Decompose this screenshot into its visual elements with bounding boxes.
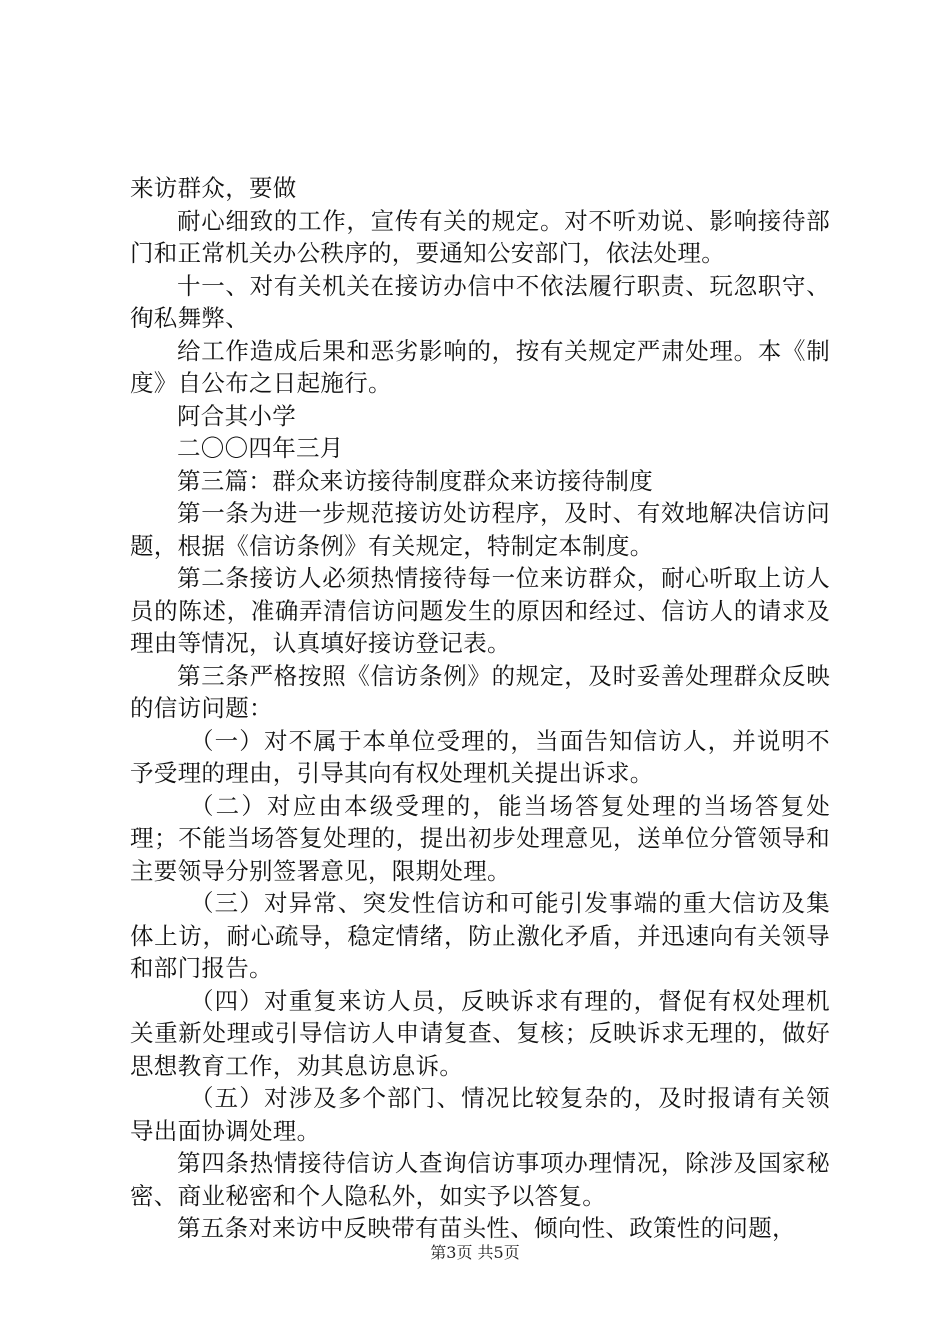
- article-3-item-4: （四）对重复来访人员，反映诉求有理的，督促有权处理机关重新处理或引导信访人申请复查、复核；反映诉求无理的，做好思想教育工作，劝其息访息诉。: [130, 986, 830, 1080]
- article-3: 第三条严格按照《信访条例》的规定，及时妥善处理群众反映的信访问题：: [130, 661, 830, 722]
- article-1: 第一条为进一步规范接访处访程序，及时、有效地解决信访问题，根据《信访条例》有关规定，特制定本制度。: [130, 499, 830, 560]
- article-3-item-1: （一）对不属于本单位受理的，当面告知信访人，并说明不予受理的理由，引导其向有权处理机关提出诉求。: [130, 726, 830, 787]
- signature-date: 二〇〇四年三月: [177, 434, 344, 462]
- article-3-item-3: （三）对异常、突发性信访和可能引发事端的重大信访及集体上访，耐心疏导，稳定情绪，防止激化矛盾，并迅速向有关领导和部门报告。: [130, 889, 830, 982]
- section-heading: 第三篇：群众来访接待制度群众来访接待制度: [177, 466, 653, 495]
- signature-organization: 阿合其小学: [177, 401, 296, 430]
- document-body: [130, 172, 830, 1245]
- page-number-footer: 第3页 共5页: [430, 1243, 520, 1262]
- article-5: 第五条对来访中反映带有苗头性、倾向性、政策性的问题，: [177, 1214, 796, 1242]
- article-4: 第四条热情接待信访人查询信访事项办理情况，除涉及国家秘密、商业秘密和个人隐私外，如实予以答复。: [130, 1149, 830, 1210]
- article-2: 第二条接访人必须热情接待每一位来访群众，耐心听取上访人员的陈述，准确弄清信访问题发生的原因和经过、信访人的请求及理由等情况，认真填好接访登记表。: [130, 564, 830, 657]
- paragraph-3: 十一、对有关机关在接访办信中不依法履行职责、玩忽职守、徇私舞弊、: [130, 271, 830, 332]
- paragraph-1: 来访群众，要做: [130, 174, 297, 202]
- paragraph-2: 耐心细致的工作，宣传有关的规定。对不听劝说、影响接待部门和正常机关办公秩序的，要通知公安部门，依法处理。: [130, 206, 830, 267]
- article-3-item-5: （五）对涉及多个部门、情况比较复杂的，及时报请有关领导出面协调处理。: [130, 1084, 830, 1145]
- paragraph-4: 给工作造成后果和恶劣影响的，按有关规定严肃处理。本《制度》自公布之日起施行。: [130, 336, 830, 397]
- article-3-item-2: （二）对应由本级受理的，能当场答复处理的当场答复处理；不能当场答复处理的，提出初步处理意见，送单位分管领导和主要领导分别签署意见，限期处理。: [130, 791, 830, 885]
